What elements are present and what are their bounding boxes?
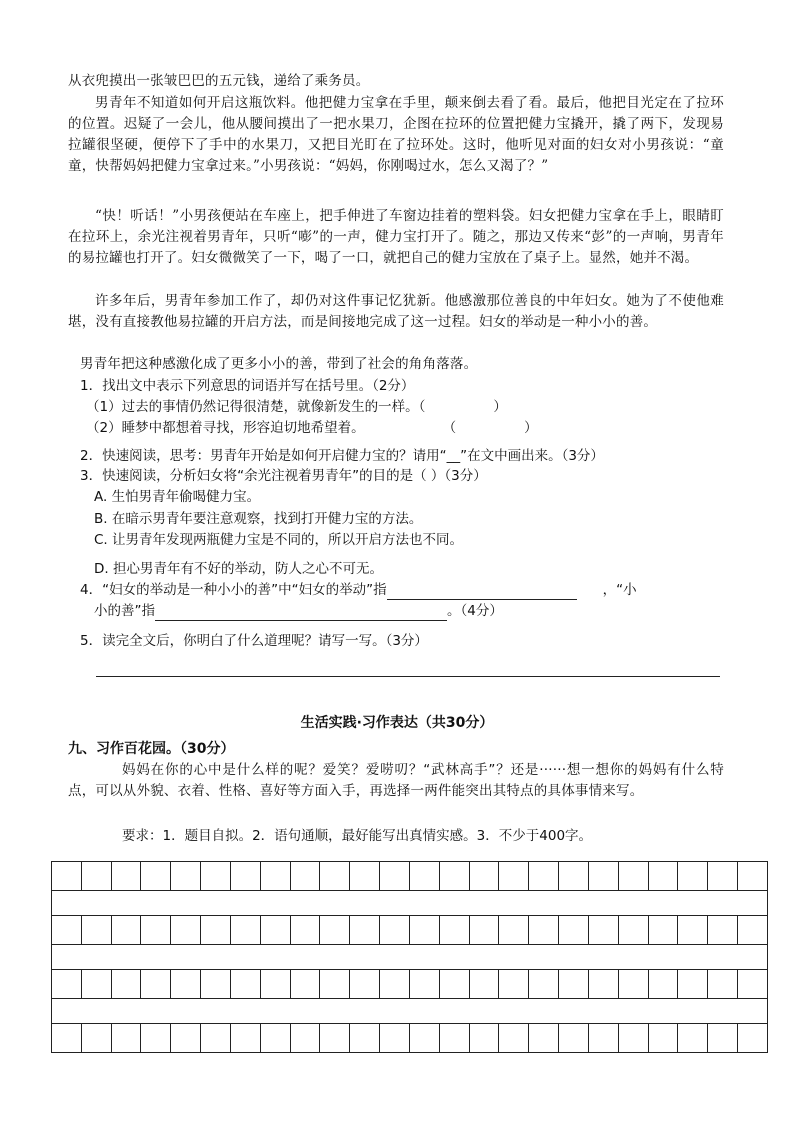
question-3-option-a[interactable]: A. 生怕男青年偷喝健力宝。 (94, 489, 261, 505)
question-2: 2．快速阅读，思考：男青年开始是如何开启健力宝的？请用“__”在文中画出来。（3分） (80, 448, 604, 464)
question-3-option-c[interactable]: C. 让男青年发现两瓶健力宝是不同的，所以开启方法也不同。 (94, 532, 464, 548)
writing-heading: 九、习作百花园。（30分） (68, 741, 235, 757)
story-paragraph-4: 许多年后，男青年参加工作了，却仍对这件事记忆犹新。他感激那位善良的中年妇女。她为了不使他难堪，没有直接教他易拉罐的开启方法，而是间接地完成了这一过程。妇女的举动是一种小小的善。 (68, 293, 724, 330)
question-4-text-2-end: 。（4分） (447, 603, 503, 619)
question-4-line-1 (80, 580, 637, 600)
question-4-text-1-end: ，“小 (602, 582, 637, 598)
grid-row-1[interactable] (51, 861, 768, 890)
question-1-item-2-close: ） (524, 420, 538, 436)
question-3: 3．快速阅读，分析妇女将“余光注视着男青年”的目的是（ ）（3分） (80, 468, 487, 484)
grid-gap (51, 944, 768, 969)
question-1-item-1 (86, 397, 507, 417)
question-4-line-2 (94, 601, 503, 621)
question-4-text-2: 小的善”指 (94, 603, 155, 619)
grid-gap (51, 890, 768, 915)
question-1-item-1-close: ） (493, 399, 507, 415)
grid-row-2[interactable] (51, 915, 768, 944)
section-title: 生活实践·习作表达（共30分） (300, 715, 494, 731)
writing-grid[interactable] (51, 861, 768, 1053)
story-paragraph-3: “快！听话！”小男孩便站在车座上，把手伸进了车窗边挂着的塑料袋。妇女把健力宝拿在手上，眼睛盯在拉环上，余光注视着男青年，只听“嘭”的一声，健力宝打开了。随之，那边又传来“彭”的一声响，男青年的易拉罐也打开了。妇女微微笑了一下，喝了一口，就把自己的健力宝放在了桌子上。显然，她并不渴。 (68, 208, 724, 266)
question-1-item-1-text: （1）过去的事情仍然记得很清楚，就像新发生的一样。（ (86, 399, 426, 415)
question-5: 5．读完全文后，你明白了什么道理呢？请写一写。（3分） (80, 633, 428, 649)
answer-line-5[interactable] (96, 676, 720, 677)
answer-blank-4b[interactable] (155, 604, 447, 621)
grid-gap (51, 998, 768, 1023)
question-1: 1．找出文中表示下列意思的词语并写在括号里。（2分） (80, 378, 415, 394)
answer-blank-4a[interactable] (387, 583, 577, 600)
grid-row-3[interactable] (51, 969, 768, 998)
question-1-item-2-text: （2）睡梦中都想着寻找，形容迫切地希望着。 (86, 420, 365, 436)
question-1-item-2-open: （ (442, 420, 457, 436)
question-1-item-2 (86, 418, 538, 438)
question-4-text-1: 4．“妇女的举动是一种小小的善”中“妇女的举动”指 (80, 582, 387, 598)
story-paragraph-5: 男青年把这种感激化成了更多小小的善，带到了社会的角角落落。 (80, 356, 478, 372)
story-paragraph-2: 男青年不知道如何开启这瓶饮料。他把健力宝拿在手里，颠来倒去看了看。最后，他把目光定在了拉环的位置。迟疑了一会儿，他从腰间摸出了一把水果刀，企图在拉环的位置把健力宝撬开，撬了两下，发现易拉罐很坚硬，便停下了手中的水果刀，又把目光盯在了拉环处。这时，他听见对面的妇女对小男孩说：“童童，快帮妈妈把健力宝拿过来。”小男孩说：“妈妈，你刚喝过水，怎么又渴了？” (68, 95, 724, 174)
question-3-option-d[interactable]: D. 担心男青年有不好的举动，防人之心不可无。 (94, 561, 383, 577)
grid-row-4[interactable] (51, 1023, 768, 1053)
story-paragraph-1: 从衣兜摸出一张皱巴巴的五元钱，递给了乘务员。 (68, 73, 370, 89)
writing-prompt: 妈妈在你的心中是什么样的呢？爱笑？爱唠叨？“武林高手”？还是······想一想你的妈妈有什么特点，可以从外貌、衣着、性格、喜好等方面入手，再选择一两件能突出其特点的具体事情来写。 (68, 762, 724, 799)
writing-requirements: 要求：1．题目自拟。2．语句通顺，最好能写出真情实感。3．不少于400字。 (122, 828, 593, 844)
question-3-option-b[interactable]: B. 在暗示男青年要注意观察，找到打开健力宝的方法。 (94, 511, 423, 527)
